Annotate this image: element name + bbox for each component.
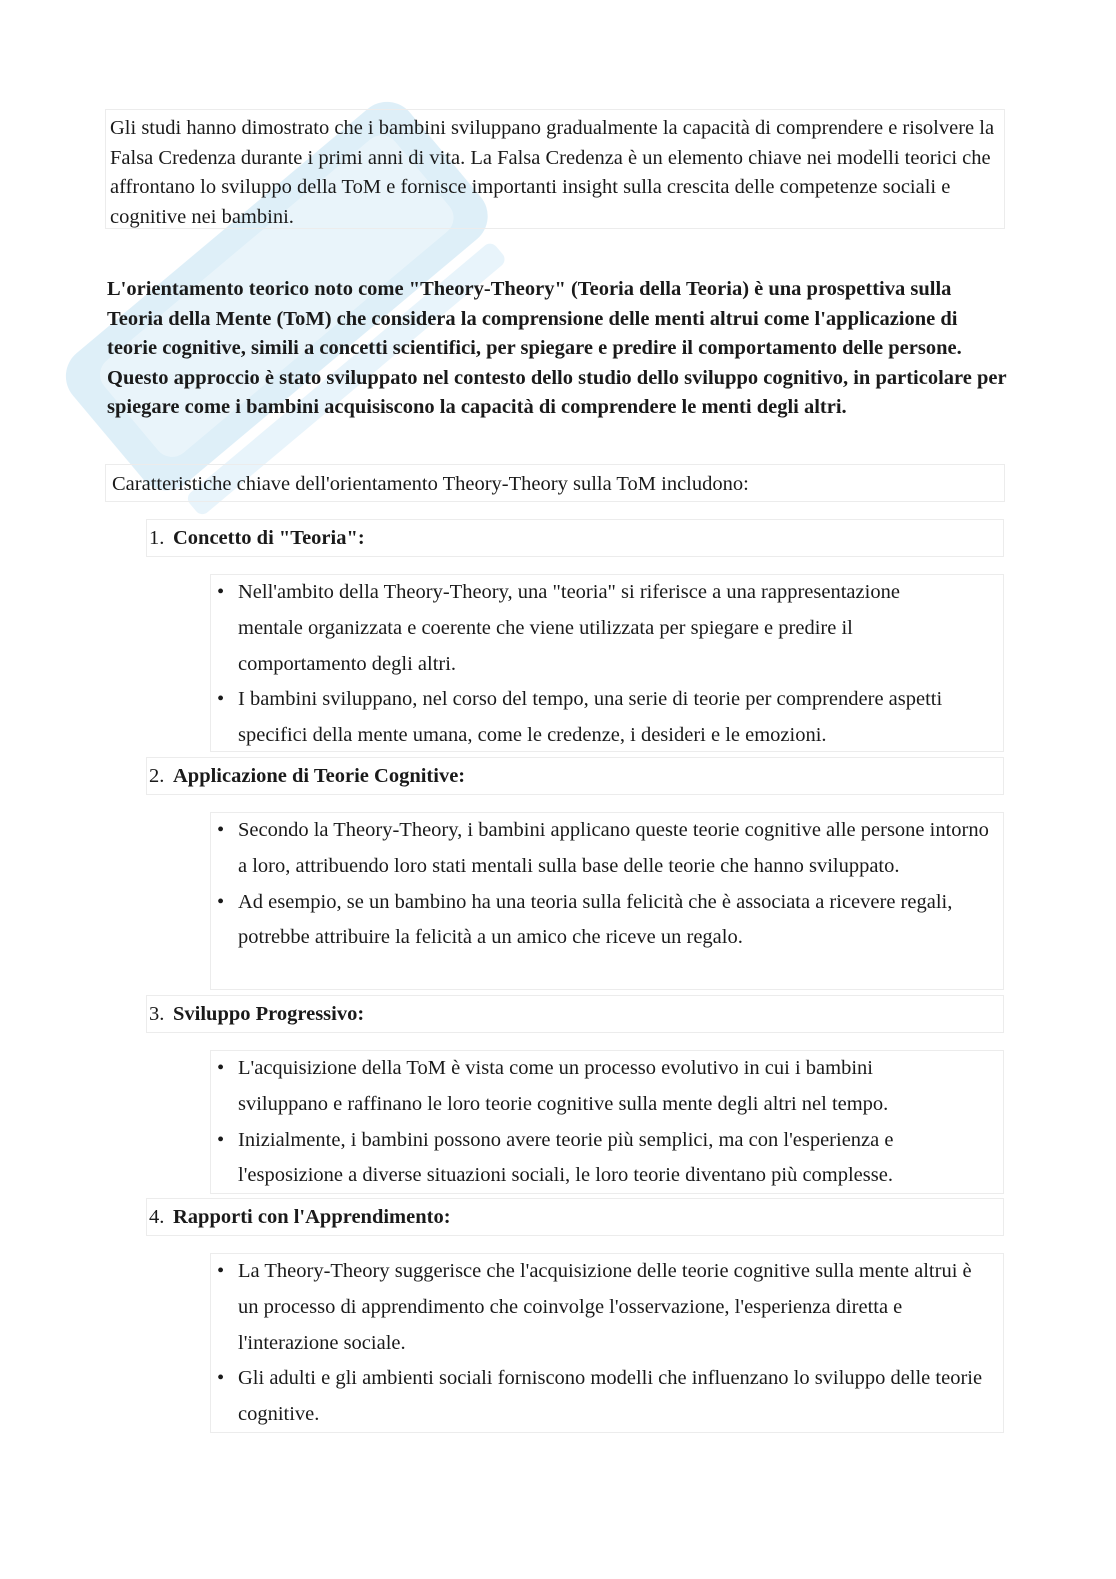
bullet-list-2 — [210, 812, 1004, 990]
list-item — [211, 682, 1003, 754]
section-heading-2 — [146, 757, 1004, 795]
section-heading-3 — [146, 995, 1004, 1033]
list-item — [211, 1361, 1003, 1433]
section-title: Concetto di "Teoria": — [173, 527, 365, 549]
section-number: 4. — [149, 1206, 165, 1228]
bullet-icon: • — [217, 1367, 225, 1390]
list-item-text: Inizialmente, i bambini possono avere teorie più semplici, ma con l'esperienza e l'esposizione a diverse situazioni sociali, le loro teorie diventano più complesse. — [238, 1128, 894, 1187]
bullet-icon: • — [217, 1260, 225, 1282]
list-item — [211, 1051, 1003, 1123]
list-item-text: La Theory-Theory suggerisce che l'acquisizione delle teorie cognitive sulla mente altrui è un processo di apprendimento che coinvolge l'osservazione, l'esperienza diretta e l'interazione sociale. — [238, 1260, 972, 1354]
list-item — [211, 885, 1003, 957]
list-item-text: L'acquisizione della ToM è vista come un processo evolutivo in cui i bambini sviluppano e raffinano le loro teorie cognitive sulla mente degli altri nel tempo. — [238, 1057, 889, 1115]
list-item — [211, 1123, 1003, 1195]
section-heading-4 — [146, 1198, 1004, 1236]
bullet-icon: • — [217, 1128, 225, 1151]
section-number: 1. — [149, 527, 165, 549]
list-intro: Caratteristiche chiave dell'orientamento Theory-Theory sulla ToM includono: — [105, 464, 1005, 502]
list-item-text: Secondo la Theory-Theory, i bambini applicano queste teorie cognitive alle persone intorno a loro, attribuendo loro stati mentali sulla base delle teorie che hanno sviluppato. — [238, 819, 989, 877]
section-heading-1 — [146, 519, 1004, 557]
list-item — [211, 575, 1003, 682]
section-number: 2. — [149, 765, 165, 787]
bullet-list-1 — [210, 574, 1004, 752]
section-number: 3. — [149, 1003, 165, 1025]
bullet-icon: • — [217, 819, 225, 841]
bullet-list-3 — [210, 1050, 1004, 1194]
paragraph-theory-theory: L'orientamento teorico noto come "Theory-Theory" (Teoria della Teoria) è una prospettiva sulla Teoria della Mente (ToM) che considera la comprensione delle menti altrui come l'applicazione di teorie cognitive, simili a concetti scientifici, per spiegare e predire il comportamento delle persone. Questo approccio è stato sviluppato nel contesto dello studio dello sviluppo cognitivo, in particolare per spiegare come i bambini acquisiscono la capacità di comprendere le menti degli altri. — [107, 278, 1007, 419]
list-item — [211, 813, 1003, 885]
bullet-icon: • — [217, 1057, 225, 1079]
section-title: Applicazione di Teorie Cognitive: — [173, 765, 466, 787]
section-title: Sviluppo Progressivo: — [173, 1003, 365, 1025]
bullet-list-4 — [210, 1253, 1004, 1433]
list-item-text: Nell'ambito della Theory-Theory, una "teoria" si riferisce a una rappresentazione mentale organizzata e coerente che viene utilizzata per spiegare e predire il comportamento degli altri. — [238, 581, 900, 675]
bullet-icon: • — [217, 688, 225, 711]
list-item-text: I bambini sviluppano, nel corso del tempo, una serie di teorie per comprendere aspetti specifici della mente umana, come le credenze, i desideri e le emozioni. — [238, 688, 943, 747]
list-item-text: Gli adulti e gli ambienti sociali forniscono modelli che influenzano lo sviluppo delle teorie cognitive. — [238, 1367, 983, 1426]
bullet-icon: • — [217, 890, 225, 913]
list-item — [211, 1254, 1003, 1361]
paragraph-false-belief: Gli studi hanno dimostrato che i bambini sviluppano gradualmente la capacità di comprendere e risolvere la Falsa Credenza durante i primi anni di vita. La Falsa Credenza è un elemento chiave nei modelli teorici che affrontano lo sviluppo della ToM e fornisce importanti insight sulla crescita delle competenze sociali e cognitive nei bambini. — [105, 109, 1005, 229]
bullet-icon: • — [217, 581, 225, 603]
list-item-text: Ad esempio, se un bambino ha una teoria sulla felicità che è associata a ricevere regali, potrebbe attribuire la felicità a un amico che riceve un regalo. — [238, 890, 953, 949]
section-title: Rapporti con l'Apprendimento: — [173, 1206, 451, 1228]
